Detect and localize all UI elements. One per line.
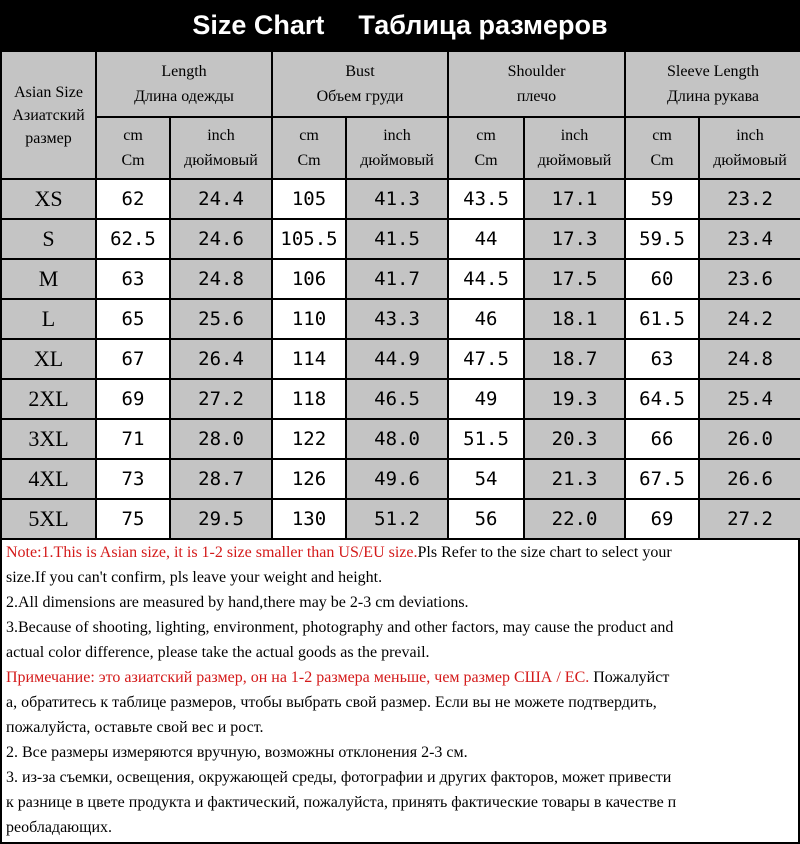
inch-value: 17.1 <box>524 179 625 219</box>
inch-value: 25.6 <box>170 299 272 339</box>
cm-value: 63 <box>96 259 170 299</box>
inch-value: 44.9 <box>346 339 448 379</box>
note-en-1 <box>6 540 798 565</box>
note-en-2: 2.All dimensions are measured by hand,there may be 2-3 cm deviations. <box>6 594 469 611</box>
inch-value: 23.2 <box>699 179 800 219</box>
inch-value: 48.0 <box>346 419 448 459</box>
table-row <box>1 419 800 459</box>
inch-value: 27.2 <box>699 499 800 539</box>
unit-cm-top: cm <box>123 127 143 144</box>
header-row-units <box>1 117 800 179</box>
header-bust <box>272 51 448 117</box>
unit-inch <box>699 117 800 179</box>
table-row <box>1 219 800 259</box>
inch-value: 26.4 <box>170 339 272 379</box>
note-en-1-rest: Pls Refer to the size chart to select your <box>417 544 672 561</box>
header-shoulder <box>448 51 625 117</box>
cm-value: 75 <box>96 499 170 539</box>
size-label: XL <box>1 339 96 379</box>
cm-value: 44.5 <box>448 259 524 299</box>
table-row <box>1 179 800 219</box>
inch-value: 41.7 <box>346 259 448 299</box>
cm-value: 67.5 <box>625 459 699 499</box>
table-row <box>1 499 800 539</box>
inch-value: 26.0 <box>699 419 800 459</box>
cm-value: 46 <box>448 299 524 339</box>
cm-value: 61.5 <box>625 299 699 339</box>
header-shoulder-en: Shoulder <box>507 63 566 80</box>
unit-cm <box>448 117 524 179</box>
cm-value: 59 <box>625 179 699 219</box>
note-ru-2: 2. Все размеры измеряются вручную, возможны отклонения 2-3 см. <box>6 744 468 761</box>
note-ru-1 <box>6 665 798 690</box>
table-row <box>1 459 800 499</box>
cm-value: 114 <box>272 339 346 379</box>
note-ru-3-line1: 3. из-за съемки, освещения, окружающей среды, фотографии и других факторов, может привести <box>6 769 672 786</box>
cm-value: 59.5 <box>625 219 699 259</box>
cm-value: 56 <box>448 499 524 539</box>
unit-inch-top: inch <box>383 127 411 144</box>
inch-value: 41.3 <box>346 179 448 219</box>
cm-value: 51.5 <box>448 419 524 459</box>
inch-value: 41.5 <box>346 219 448 259</box>
size-label: 5XL <box>1 499 96 539</box>
inch-value: 17.3 <box>524 219 625 259</box>
cm-value: 118 <box>272 379 346 419</box>
inch-value: 21.3 <box>524 459 625 499</box>
note-ru-1-warning: Примечание: это азиатский размер, он на 1-2 размера меньше, чем размер США / ЕС. <box>6 669 590 686</box>
header-asian-size <box>1 51 96 179</box>
title-russian: Таблица размеров <box>358 9 608 40</box>
unit-cm-bottom: Cm <box>121 152 145 169</box>
inch-value: 51.2 <box>346 499 448 539</box>
cm-value: 73 <box>96 459 170 499</box>
cm-value: 62 <box>96 179 170 219</box>
header-size-en: Asian Size <box>14 83 83 101</box>
unit-inch-bottom: дюймовый <box>184 152 258 169</box>
cm-value: 122 <box>272 419 346 459</box>
size-label: L <box>1 299 96 339</box>
header-row-groups <box>1 51 800 117</box>
cm-value: 54 <box>448 459 524 499</box>
header-bust-en: Bust <box>345 63 375 80</box>
header-size-ru1: Азиатский <box>12 106 85 124</box>
inch-value: 17.5 <box>524 259 625 299</box>
inch-value: 23.6 <box>699 259 800 299</box>
cm-value: 69 <box>625 499 699 539</box>
size-label: M <box>1 259 96 299</box>
cm-value: 105.5 <box>272 219 346 259</box>
unit-inch-bottom: дюймовый <box>537 152 612 169</box>
cm-value: 69 <box>96 379 170 419</box>
inch-value: 18.7 <box>524 339 625 379</box>
inch-value: 27.2 <box>170 379 272 419</box>
inch-value: 49.6 <box>346 459 448 499</box>
unit-cm <box>625 117 699 179</box>
note-en-1-warning: Note:1.This is Asian size, it is 1-2 size smaller than US/EU size. <box>6 544 418 561</box>
unit-inch-bottom: дюймовый <box>713 152 787 169</box>
size-label: XS <box>1 179 96 219</box>
cm-value: 49 <box>448 379 524 419</box>
size-rows <box>1 179 800 539</box>
inch-value: 23.4 <box>699 219 800 259</box>
cm-value: 65 <box>96 299 170 339</box>
inch-value: 19.3 <box>524 379 625 419</box>
inch-value: 24.8 <box>699 339 800 379</box>
inch-value: 22.0 <box>524 499 625 539</box>
note-ru-3-line2: к разнице в цвете продукта и фактический, пожалуйста, принять фактические товары в качестве п <box>6 794 677 811</box>
note-ru-3-line3: реобладающих. <box>6 819 113 836</box>
note-ru-1-line3: пожалуйста, оставьте свой вес и рост. <box>6 719 264 736</box>
inch-value: 43.3 <box>346 299 448 339</box>
unit-inch <box>524 117 625 179</box>
cm-value: 62.5 <box>96 219 170 259</box>
size-label: 4XL <box>1 459 96 499</box>
inch-value: 24.8 <box>170 259 272 299</box>
title-bar <box>0 0 800 50</box>
header-size-ru2: размер <box>25 129 72 147</box>
cm-value: 106 <box>272 259 346 299</box>
note-ru-1-rest: Пожалуйст <box>589 669 670 686</box>
unit-inch-bottom: дюймовый <box>360 152 434 169</box>
table-row <box>1 339 800 379</box>
cm-value: 71 <box>96 419 170 459</box>
unit-cm <box>96 117 170 179</box>
cm-value: 43.5 <box>448 179 524 219</box>
inch-value: 24.4 <box>170 179 272 219</box>
notes-section <box>0 538 800 844</box>
unit-inch <box>170 117 272 179</box>
cm-value: 130 <box>272 499 346 539</box>
cm-value: 60 <box>625 259 699 299</box>
inch-value: 29.5 <box>170 499 272 539</box>
header-sleeve <box>625 51 800 117</box>
cm-value: 105 <box>272 179 346 219</box>
note-en-1-line2: size.If you can't confirm, pls leave your weight and height. <box>6 569 383 586</box>
unit-cm-top: cm <box>652 127 672 144</box>
inch-value: 18.1 <box>524 299 625 339</box>
header-length-en: Length <box>161 63 207 80</box>
inch-value: 28.0 <box>170 419 272 459</box>
cm-value: 66 <box>625 419 699 459</box>
unit-cm-bottom: Cm <box>650 152 674 169</box>
cm-value: 63 <box>625 339 699 379</box>
header-shoulder-ru: плечо <box>516 88 557 105</box>
unit-inch <box>346 117 448 179</box>
inch-value: 26.6 <box>699 459 800 499</box>
unit-inch-top: inch <box>207 127 235 144</box>
unit-cm <box>272 117 346 179</box>
note-en-3-line1: 3.Because of shooting, lighting, environment, photography and other factors, may cause the product and <box>6 619 674 636</box>
inch-value: 24.2 <box>699 299 800 339</box>
cm-value: 64.5 <box>625 379 699 419</box>
table-row <box>1 299 800 339</box>
header-length-ru: Длина одежды <box>134 88 234 105</box>
note-en-3-line2: actual color difference, please take the actual goods as the prevail. <box>6 644 430 661</box>
cm-value: 110 <box>272 299 346 339</box>
header-bust-ru: Объем груди <box>316 88 404 105</box>
unit-cm-top: cm <box>476 127 496 144</box>
note-ru-1-line2: а, обратитесь к таблице размеров, чтобы выбрать свой размер. Если вы не можете подтвердить, <box>6 694 657 711</box>
unit-inch-top: inch <box>736 127 764 144</box>
inch-value: 28.7 <box>170 459 272 499</box>
cm-value: 44 <box>448 219 524 259</box>
header-sleeve-en: Sleeve Length <box>667 63 759 80</box>
size-label: S <box>1 219 96 259</box>
unit-cm-bottom: Cm <box>474 152 498 169</box>
size-table <box>0 50 800 540</box>
cm-value: 126 <box>272 459 346 499</box>
inch-value: 25.4 <box>699 379 800 419</box>
unit-cm-bottom: Cm <box>297 152 321 169</box>
cm-value: 47.5 <box>448 339 524 379</box>
unit-cm-top: cm <box>299 127 319 144</box>
inch-value: 46.5 <box>346 379 448 419</box>
size-label: 2XL <box>1 379 96 419</box>
inch-value: 24.6 <box>170 219 272 259</box>
size-label: 3XL <box>1 419 96 459</box>
header-sleeve-ru: Длина рукава <box>667 88 760 105</box>
table-row <box>1 259 800 299</box>
title-english: Size Chart <box>192 9 325 40</box>
table-row <box>1 379 800 419</box>
header-length <box>96 51 272 117</box>
inch-value: 20.3 <box>524 419 625 459</box>
cm-value: 67 <box>96 339 170 379</box>
unit-inch-top: inch <box>560 127 589 144</box>
